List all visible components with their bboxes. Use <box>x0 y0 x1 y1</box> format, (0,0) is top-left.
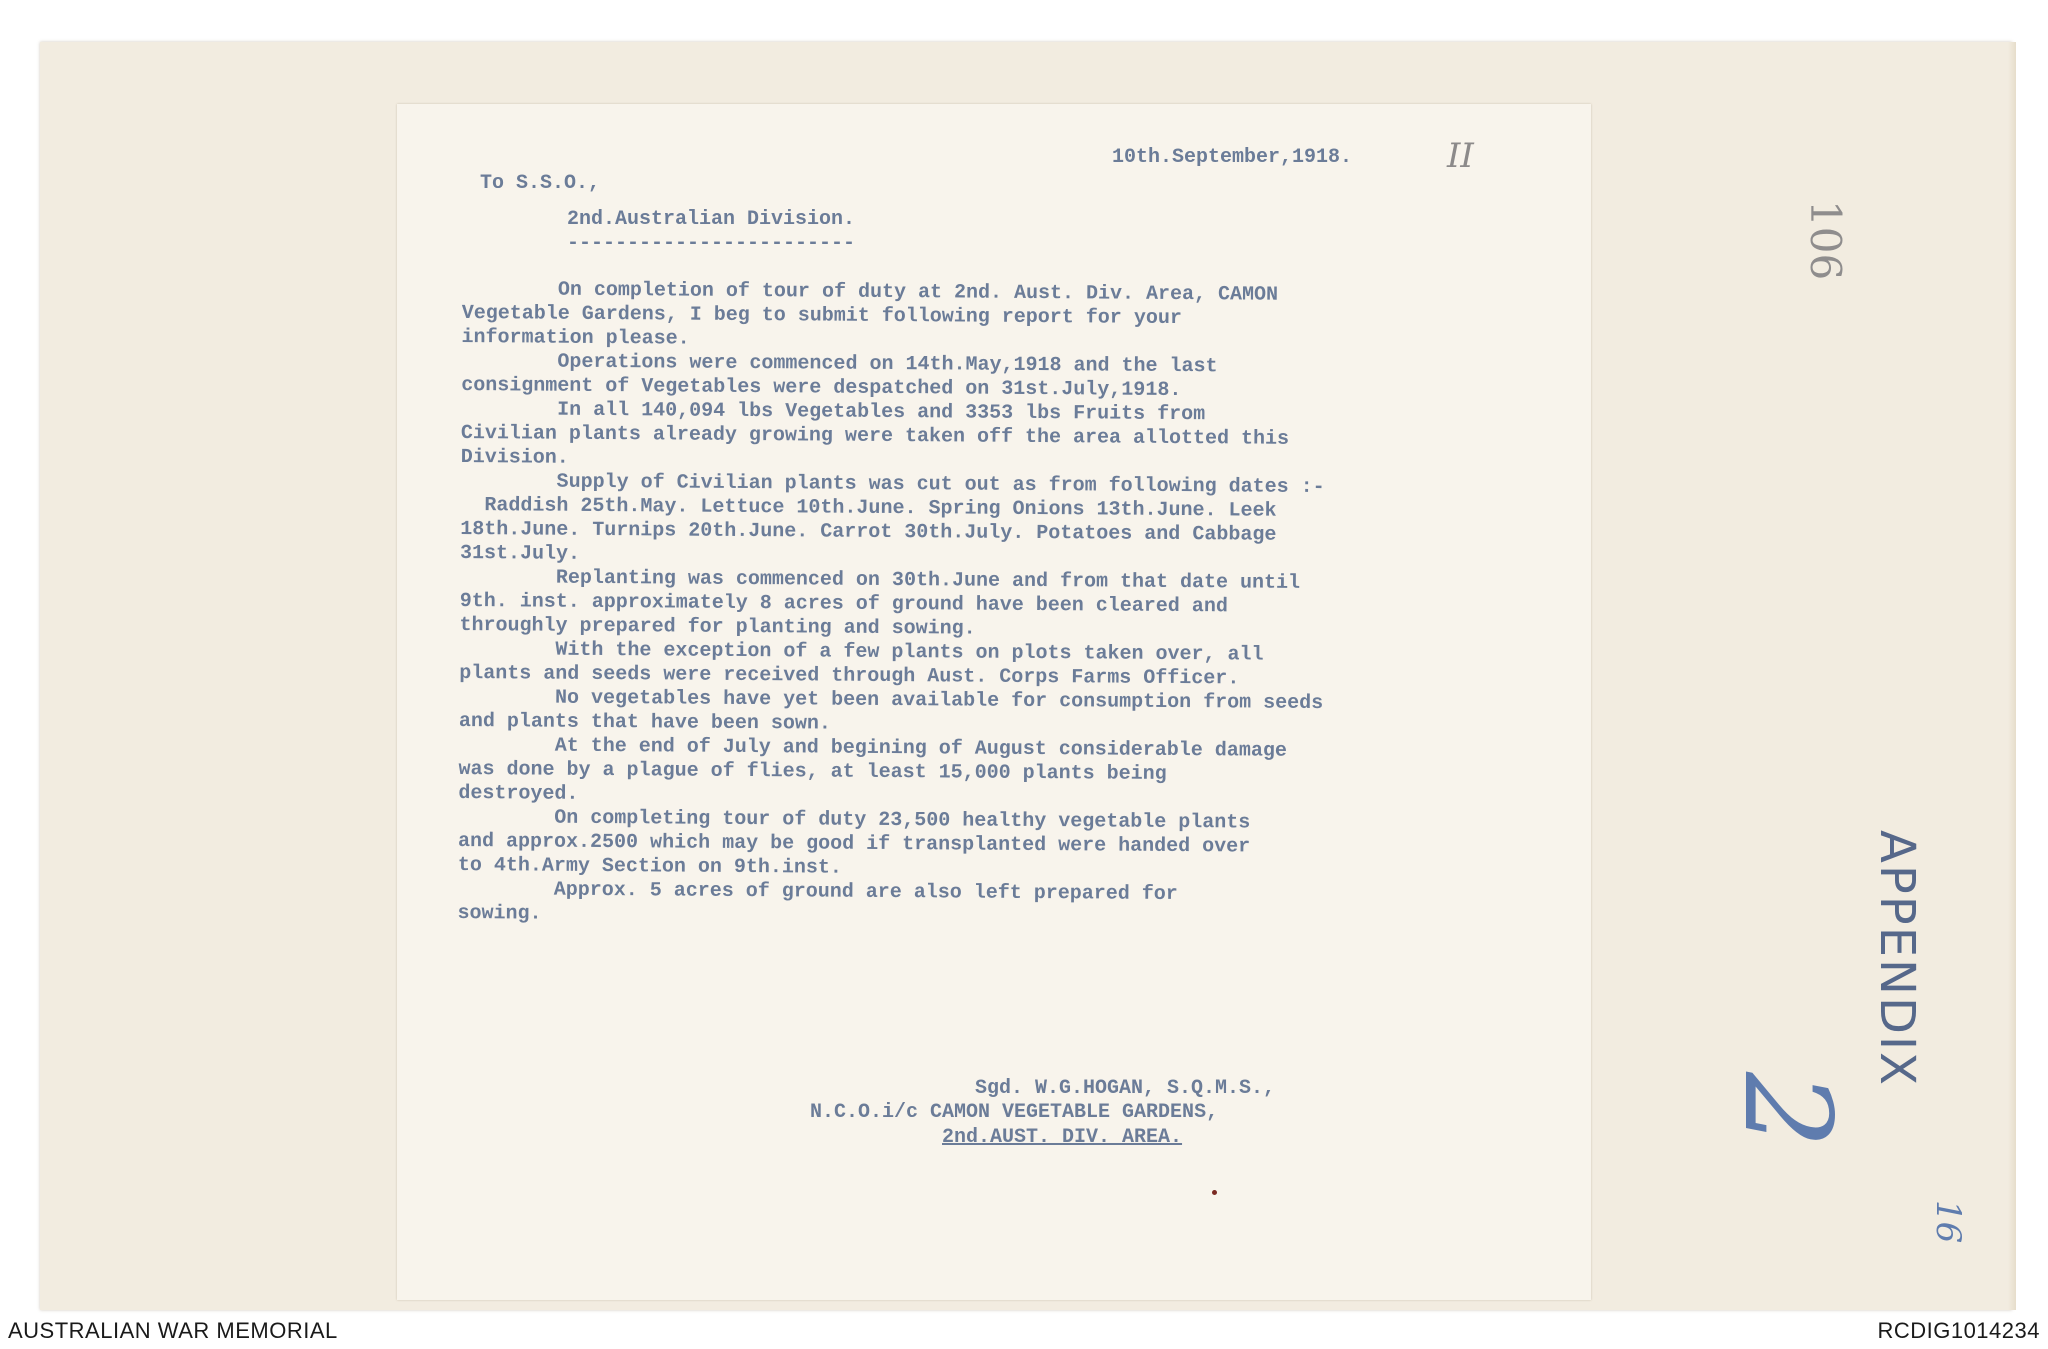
addressee-line-1: To S.S.O., <box>480 172 601 195</box>
signature-line-3: 2nd.AUST. DIV. AREA. <box>942 1126 1183 1149</box>
folio-number: 106 <box>1801 200 1850 281</box>
report-body: On completion of tour of duty at 2nd. Aust. Div. Area, CAMON Vegetable Gardens, I beg to submit following report for your information please. Operations were commenced on 14th.May,1918 and the last consignment of Vegetables were despatched on 31st.July,1918. In all 140,094 lbs Vegetables and 3353 lbs Fruits from Civilian plants already growing were taken off the area allotted this Division. Supply of Civilian plants was cut out as from following dates :- Raddish 25th.May. Lettuce 10th.June. Spring Onions 13th.June. Leek 18th.June. Turnips 20th.June. Carrot 30th.July. Potatoes and Cabbage 31st.July. Replanting was commenced on 30th.June and from that date until 9th. inst. approximately 8 acres of ground have been cleared and throughly prepared for planting and sowing. With the exception of a few plants on plots taken over, all plants and seeds were received through Aust. Corps Farms Officer. No vegetables have yet been available for consumption from seeds and plants that have been sown. At the end of July and begining of August considerable damage was done by a plague of flies, at least 15,000 plants being destroyed. On completing tour of duty 23,500 healthy vegetable plants and approx.2500 which may be good if transplanted were handed over to 4th.Army Section on 9th.inst. Approx. 5 acres of ground are also left prepared for sowing. <box>457 278 1325 926</box>
addressee-rule: ------------------------ <box>567 232 856 255</box>
appendix-number: 2 <box>1717 1072 1856 1149</box>
footer-record-id: RCDIG1014234 <box>1877 1318 2040 1343</box>
footer-archive-name: AUSTRALIAN WAR MEMORIAL <box>8 1318 338 1343</box>
addressee-line-2: 2nd.Australian Division. <box>567 208 856 231</box>
signature-line-2: N.C.O.i/c CAMON VEGETABLE GARDENS, <box>810 1101 1219 1124</box>
letter-date: 10th.September,1918. <box>1112 146 1353 169</box>
appendix-label: APPENDIX <box>1869 830 1925 1087</box>
roman-numeral-mark: II <box>1447 136 1474 176</box>
appendix-sub-number: 16 <box>1928 1200 1968 1244</box>
ink-spot <box>1212 1190 1217 1195</box>
signature-line-1: Sgd. W.G.HOGAN, S.Q.M.S., <box>975 1077 1276 1100</box>
